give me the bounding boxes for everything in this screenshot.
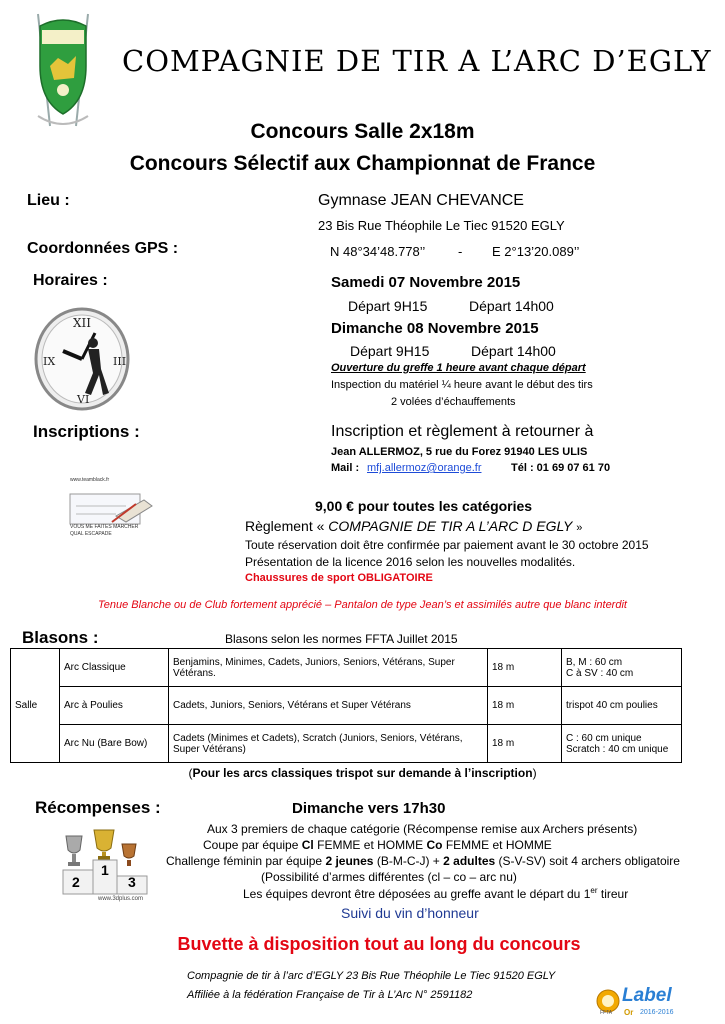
vin-honneur: Suivi du vin d’honneur (341, 905, 479, 921)
podium-trophies-illustration (58, 826, 162, 906)
label-or: Or (624, 1008, 634, 1017)
club-crest-logo (28, 6, 98, 134)
volees-note: 2 volées d’échauffements (391, 396, 516, 408)
mail-link[interactable]: mfj.allermoz@orange.fr (367, 462, 482, 474)
adultes-cats: (S-V-SV) soit 4 archers obligatoire (498, 854, 680, 868)
note-open: ( (188, 766, 193, 780)
podium-caption: www.3dplus.com (98, 896, 144, 902)
svg-text:XII: XII (73, 316, 92, 330)
cheque-caption-1: www.teamblack.fr (70, 477, 110, 483)
blasons-table (10, 648, 682, 763)
distance-cell: 18 m (488, 687, 562, 725)
dress-code: Tenue Blanche ou de Club fortement apprécié – Pantalon de type Jean’s et assimilés autre que blanc interdit (98, 599, 627, 611)
gps-east: E 2°13’20.089’’ (492, 244, 580, 259)
price: 9,00 € pour toutes les catégories (315, 498, 533, 514)
venue-name: Gymnase JEAN CHEVANCE (318, 192, 524, 209)
table-row (11, 725, 682, 763)
deposit-end: tireur (600, 887, 629, 901)
podium-second: 2 (72, 874, 80, 890)
deposit-text: Les équipes devront être déposées au greffe avant le départ du (243, 887, 581, 901)
venue-address: 23 Bis Rue Théophile Le Tiec 91520 EGLY (318, 218, 565, 233)
categories-cell: Benjamins, Minimes, Cadets, Juniors, Seniors, Vétérans, Super Vétérans. (169, 649, 488, 687)
jeunes-count: 2 jeunes (325, 854, 374, 868)
table-row (11, 649, 682, 687)
reward-line-4: (Possibilité d’armes différentes (cl – co – arc nu) (261, 870, 517, 884)
day2-am: Départ 9H15 (350, 343, 430, 359)
team-cup-label: Coupe par équipe (203, 838, 299, 852)
svg-text:IX: IX (43, 355, 56, 368)
ordinal-number: 1 (583, 887, 591, 901)
day2-pm: Départ 14h00 (471, 343, 556, 359)
note-close: ) (532, 766, 537, 780)
cl-label: Cl (301, 838, 314, 852)
venue-cell: Salle (11, 649, 60, 763)
inscription-intro: Inscription et règlement à retourner à (331, 423, 594, 440)
club-name: COMPAGNIE DE TIR A L’ARC D’EGLY (122, 44, 712, 78)
recompenses-label: Récompenses : (35, 798, 161, 817)
inspection-note: Inspection du matériel ¼ heure avant le début des tirs (331, 379, 593, 391)
arc-cell: Arc Classique (60, 649, 169, 687)
cheque-caption-3: QUAL ESCAPADE (70, 531, 112, 537)
arc-cell: Arc à Poulies (60, 687, 169, 725)
reward-line-2 (203, 838, 552, 852)
podium-first: 1 (101, 862, 109, 878)
cheque-caption-2: VOUS ME FAITES MARCHER (70, 524, 139, 530)
blason-cell: B, M : 60 cm C à SV : 40 cm (562, 649, 682, 687)
phone: Tél : 01 69 07 61 70 (511, 462, 611, 474)
licence-note: Présentation de la licence 2016 selon les nouvelles modalités. (245, 555, 576, 569)
categories-cell: Cadets, Juniors, Seniors, Vétérans et Super Vétérans (169, 687, 488, 725)
day1-am: Départ 9H15 (348, 298, 428, 314)
table-row (11, 687, 682, 725)
blasons-label: Blasons : (22, 628, 99, 647)
gps-label: Coordonnées GPS : (27, 240, 179, 257)
footer-affiliation: Affiliée à la fédération Française de Tir à L’Arc N° 2591182 (187, 989, 473, 1001)
day2-date: Dimanche 08 Novembre 2015 (331, 320, 539, 337)
footer-address: Compagnie de tir à l’arc d’EGLY 23 Bis Rue Théophile Le Tiec 91520 EGLY (187, 970, 556, 982)
gps-separator: - (458, 244, 463, 259)
reservation-deadline: Toute réservation doit être confirmée par paiement avant le 30 octobre 2015 (245, 538, 649, 552)
horaires-label: Horaires : (33, 272, 108, 289)
lieu-label: Lieu : (27, 192, 70, 209)
note-text: Pour les arcs classiques trispot sur demande à l’inscription (192, 766, 533, 780)
podium-third: 3 (128, 874, 136, 890)
reglement-prefix: Règlement « (245, 518, 325, 534)
distance-cell: 18 m (488, 725, 562, 763)
shoes-requirement: Chaussures de sport OBLIGATOIRE (245, 572, 433, 584)
blason-cell: trispot 40 cm poulies (562, 687, 682, 725)
clock-illustration (33, 303, 131, 413)
label-word: Label (622, 985, 672, 1006)
ordinal-suffix: er (590, 886, 598, 895)
greffe-opening: Ouverture du greffe 1 heure avant chaque départ (331, 362, 586, 374)
gps-north: N 48°34’48.778’’ (330, 244, 426, 259)
day1-date: Samedi 07 Novembre 2015 (331, 274, 521, 291)
contact-address: Jean ALLERMOZ, 5 rue du Forez 91940 LES ULIS (331, 446, 588, 458)
reward-line-3 (166, 854, 680, 868)
svg-text:III: III (113, 355, 127, 368)
inscriptions-label: Inscriptions : (33, 422, 140, 441)
jeunes-cats: (B-M-C-J) + (376, 854, 440, 868)
blason-cell: C : 60 cm unique Scratch : 40 cm unique (562, 725, 682, 763)
recompenses-time: Dimanche vers 17h30 (292, 800, 446, 817)
distance-cell: 18 m (488, 649, 562, 687)
reglement-name: COMPAGNIE DE TIR A L’ARC D EGLY (328, 518, 573, 534)
page-subtitle: Concours Sélectif aux Championnat de France (129, 152, 596, 175)
challenge-label: Challenge féminin par équipe (166, 854, 323, 868)
reward-line-5 (243, 886, 628, 901)
co-label: Co (426, 838, 443, 852)
reward-line-1: Aux 3 premiers de chaque catégorie (Récompense remise aux Archers présents) (207, 822, 638, 836)
cl-gender: FEMME et HOMME (317, 838, 424, 852)
svg-text:VI: VI (77, 393, 90, 406)
reglement-line (245, 518, 582, 534)
buvette: Buvette à disposition tout au long du concours (177, 934, 581, 954)
ffta-mark: FFTA (600, 1010, 613, 1016)
arc-cell: Arc Nu (Bare Bow) (60, 725, 169, 763)
trispot-note (0, 766, 725, 780)
page-title: Concours Salle 2x18m (250, 120, 475, 143)
mail-label: Mail : (331, 462, 360, 474)
adultes-count: 2 adultes (443, 854, 496, 868)
co-gender: FEMME et HOMME (445, 838, 552, 852)
blasons-norm: Blasons selon les normes FFTA Juillet 2015 (225, 632, 458, 646)
reglement-suffix: » (576, 522, 583, 534)
day1-pm: Départ 14h00 (469, 298, 554, 314)
categories-cell: Cadets (Minimes et Cadets), Scratch (Juniors, Seniors, Vétérans, Super Vétérans) (169, 725, 488, 763)
label-years: 2016-2016 (640, 1009, 674, 1016)
